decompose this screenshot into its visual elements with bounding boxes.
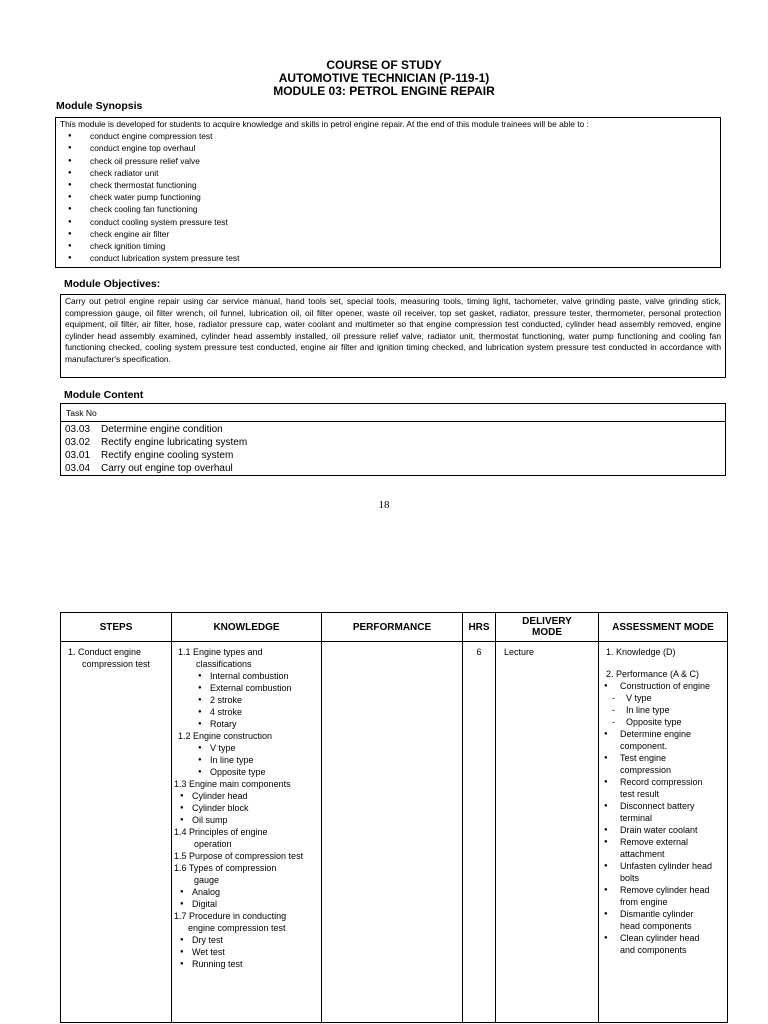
knowledge-item: ● Running test	[174, 958, 318, 970]
task-no-bar	[60, 403, 726, 422]
assessment-item: ● Disconnect battery	[602, 800, 724, 812]
synopsis-list	[56, 130, 720, 264]
delivery-cell: Lecture	[496, 642, 599, 1023]
knowledge-item: ● 4 stroke	[174, 706, 318, 718]
knowledge-item: ● Oil sump	[174, 814, 318, 826]
knowledge-item: ● Wet test	[174, 946, 318, 958]
knowledge-item: ● Digital	[174, 898, 318, 910]
synopsis-intro: This module is developed for students to acquire knowledge and skills in petrol engine repair. At the end of this module trainees will be able to :	[60, 119, 589, 129]
knowledge-item: ● Opposite type	[174, 766, 318, 778]
assessment-spacer	[602, 658, 724, 668]
knowledge-item: ● Internal combustion	[174, 670, 318, 682]
task-number: 03.02	[65, 437, 91, 448]
assessment-item: ● Drain water coolant	[602, 824, 724, 836]
task-title: Carry out engine top overhaul	[101, 463, 233, 474]
knowledge-item: gauge	[194, 875, 220, 885]
synopsis-item: ● conduct engine top overhaul	[78, 142, 720, 154]
assessment-item: from engine	[620, 897, 668, 907]
task-title: Rectify engine cooling system	[101, 450, 234, 461]
task-number: 03.03	[65, 424, 91, 435]
knowledge-item: 1.1 Engine types and	[178, 647, 263, 657]
assessment-item: ● Dismantle cylinder	[602, 908, 724, 920]
step-cell	[61, 642, 172, 1023]
knowledge-item: 1.6 Types of compression	[174, 863, 277, 873]
knowledge-item: 1.5 Purpose of compression test	[174, 851, 304, 861]
knowledge-item: ● V type	[174, 742, 318, 754]
header-delivery-mode: DELIVERY MODE	[496, 613, 599, 642]
performance-cell	[322, 642, 463, 1023]
header-performance: PERFORMANCE	[322, 613, 463, 642]
knowledge-item: 1.3 Engine main components	[174, 779, 291, 789]
table-header-row	[61, 613, 728, 642]
title-line-2: AUTOMOTIVE TECHNICIAN (P-119-1)	[278, 71, 490, 85]
synopsis-item: ● check ignition timing	[78, 240, 720, 252]
content-heading: Module Content	[64, 389, 144, 401]
assessment-item: component.	[620, 741, 668, 751]
synopsis-item: ● conduct engine compression test	[78, 130, 720, 142]
steps-table	[60, 612, 728, 1023]
knowledge-item: engine compression test	[188, 923, 286, 933]
header-assessment-mode: ASSESSMENT MODE	[599, 613, 728, 642]
assessment-item: bolts	[620, 873, 640, 883]
step-line-1: 1. Conduct engine	[68, 647, 142, 657]
objectives-heading: Module Objectives:	[64, 278, 161, 290]
objectives-text: Carry out petrol engine repair using car service manual, hand tools set, special tools, measuring tools, timing light, tachometer, valve grinding paste, valve grinding stick, compression gauge, oil filter wrench, oil funnel, lubrication oil, oil filter opener, waste oil receiver, top set gasket, radiator, pressure tester, thermometer, personal protection equipment, oil filter, air filter, hose, radiator pressure cap, water coolant and multimeter so that engine compression test conducted, cylinder head assembly removed, engine cylinder head assembly examined, cylinder head assembly installed, oil pressure relief valve, radiator unit, thermostat functioning, water pump functioning and cooling fan functioning checked, cooling system pressure test conducted, engine air filter and ignition timing checked, and lubrication system pressure test conducted in accordance with manufacturer's specification.	[65, 296, 721, 364]
step-line-2: compression test	[82, 659, 151, 669]
assessment-item: ● Remove cylinder head	[602, 884, 724, 896]
assessment-item: attachment	[620, 849, 665, 859]
synopsis-box	[55, 117, 721, 268]
knowledge-item: 1.2 Engine construction	[178, 731, 273, 741]
assessment-item: - In line type	[602, 704, 724, 716]
assessment-item: head components	[620, 921, 692, 931]
document-title	[0, 59, 768, 98]
header-hrs: HRS	[463, 613, 496, 642]
title-line-1: COURSE OF STUDY	[326, 58, 442, 72]
knowledge-item: 1.4 Principles of engine	[174, 827, 268, 837]
hrs-cell: 6	[463, 642, 496, 1023]
knowledge-item: ● Analog	[174, 886, 318, 898]
knowledge-item: operation	[194, 839, 232, 849]
assessment-item: ● Determine engine	[602, 728, 724, 740]
task-number: 03.04	[65, 463, 91, 474]
knowledge-item: ● Dry test	[174, 934, 318, 946]
content-list	[60, 422, 726, 476]
assessment-cell	[599, 642, 728, 1023]
synopsis-item: ● check radiator unit	[78, 167, 720, 179]
assessment-item: test result	[620, 789, 660, 799]
synopsis-item: ● check engine air filter	[78, 228, 720, 240]
assessment-item: ● Test engine	[602, 752, 724, 764]
synopsis-item: ● check oil pressure relief valve	[78, 155, 720, 167]
task-title: Determine engine condition	[101, 424, 223, 435]
assessment-item: ● Remove external	[602, 836, 724, 848]
assessment-item: ● Record compression	[602, 776, 724, 788]
assessment-item: ● Unfasten cylinder head	[602, 860, 724, 872]
assessment-item: - V type	[602, 692, 724, 704]
knowledge-item: ● 2 stroke	[174, 694, 318, 706]
knowledge-item: ● Cylinder block	[174, 802, 318, 814]
table-row	[61, 642, 728, 1023]
synopsis-item: ● check water pump functioning	[78, 191, 720, 203]
header-knowledge: KNOWLEDGE	[172, 613, 322, 642]
page-number: 18	[378, 499, 390, 511]
task-number: 03.01	[65, 450, 91, 461]
knowledge-item: classifications	[196, 659, 252, 669]
assessment-item: 1. Knowledge (D)	[606, 647, 676, 657]
knowledge-item: ● Rotary	[174, 718, 318, 730]
title-line-3: MODULE 03: PETROL ENGINE REPAIR	[273, 84, 495, 98]
assessment-item: ● Construction of engine	[602, 680, 724, 692]
content-row	[65, 449, 721, 462]
content-row	[65, 436, 721, 449]
knowledge-cell	[172, 642, 322, 1023]
task-title: Rectify engine lubricating system	[101, 437, 248, 448]
knowledge-item: ● Cylinder head	[174, 790, 318, 802]
synopsis-heading: Module Synopsis	[56, 100, 143, 112]
knowledge-item: 1.7 Procedure in conducting	[174, 911, 287, 921]
assessment-item: - Opposite type	[602, 716, 724, 728]
synopsis-item: ● conduct cooling system pressure test	[78, 216, 720, 228]
synopsis-item: ● check thermostat functioning	[78, 179, 720, 191]
knowledge-item: ● In line type	[174, 754, 318, 766]
assessment-item: compression	[620, 765, 672, 775]
content-row	[65, 423, 721, 436]
assessment-item: terminal	[620, 813, 653, 823]
content-row	[65, 462, 721, 475]
assessment-item: 2. Performance (A & C)	[606, 669, 700, 679]
synopsis-item: ● conduct lubrication system pressure test	[78, 252, 720, 264]
assessment-item: and components	[620, 945, 687, 955]
knowledge-item: ● External combustion	[174, 682, 318, 694]
synopsis-item: ● check cooling fan functioning	[78, 203, 720, 215]
task-no-label: Task No	[66, 408, 97, 418]
header-steps: STEPS	[61, 613, 172, 642]
objectives-box	[60, 294, 726, 378]
assessment-item: ● Clean cylinder head	[602, 932, 724, 944]
